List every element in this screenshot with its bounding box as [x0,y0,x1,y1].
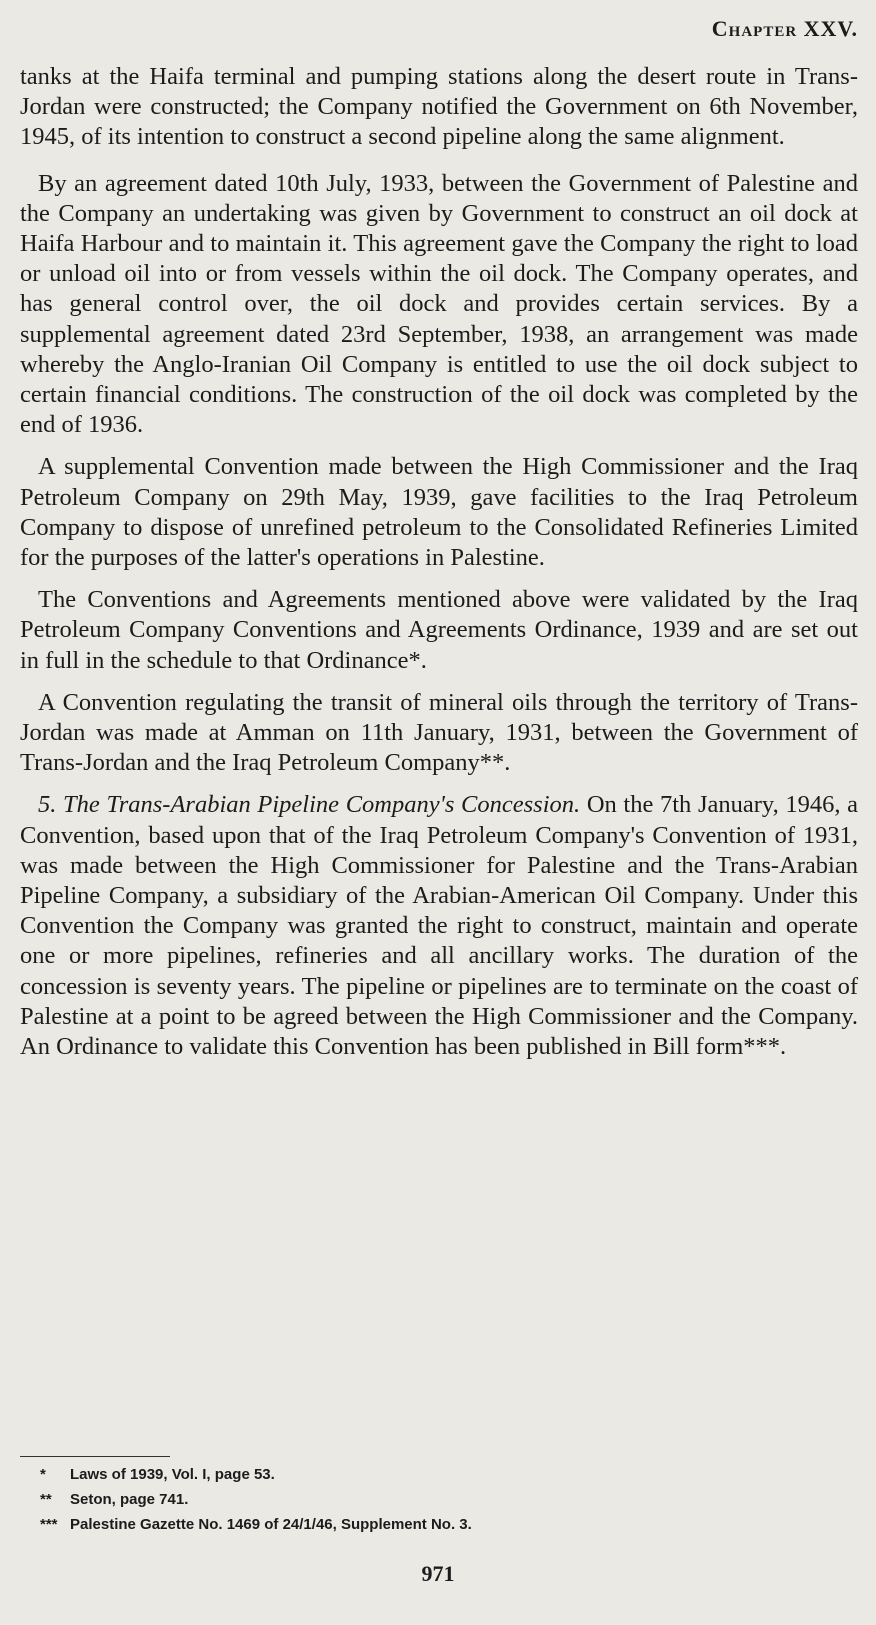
body-text [20,62,858,1074]
footnote-text: Palestine Gazette No. 1469 of 24/1/46, Supplement No. 3. [70,1516,472,1533]
footnote-mark: * [40,1466,46,1483]
paragraph-oil-dock-agreement: By an agreement dated 10th July, 1933, between the Government of Palestine and the Company an undertaking was given by Government to construct an oil dock at Haifa Harbour and to maintain it. This agreement gave the Company the right to load or unload oil into or from vessels within the oil dock. The Company operates, and has general control over, the oil dock and provides certain services. By a supplemental agreement dated 23rd September, 1938, an arrangement was made whereby the Anglo-Iranian Oil Company is entitled to use the oil dock subject to certain financial conditions. The construction of the oil dock was completed by the end of 1936. [20,169,858,439]
paragraph-conventions-validated: The Conventions and Agreements mentioned above were validated by the Iraq Petroleum Company Conventions and Agreements Ordinance, 1939 and are set out in full in the schedule to that Ordinance*. [20,586,858,674]
section-heading-trans-arabian: 5. The Trans-Arabian Pipeline Company's Concession. [38,791,581,819]
footnote [40,1512,472,1537]
footnote-text: Laws of 1939, Vol. I, page 53. [70,1466,275,1483]
footnote-text: Seton, page 741. [70,1491,189,1508]
footnotes [40,1462,472,1537]
chapter-heading: Chapter XXV. [711,16,858,41]
footnote-mark: *** [40,1516,58,1533]
footnote [40,1462,472,1487]
paragraph-trans-jordan-transit: A Convention regulating the transit of mineral oils through the territory of Trans-Jordan was made at Amman on 11th January, 1931, between the Government of Trans-Jordan and the Iraq Petroleum Company**. [20,688,858,777]
paragraph-pipeline-construction: tanks at the Haifa terminal and pumping stations along the desert route in Trans-Jordan were constructed; the Company notified the Government on 6th November, 1945, of its intention to construct a second pipeline along the same alignment. [20,63,858,151]
footnote-divider [20,1456,170,1457]
paragraph-supplemental-convention: A supplemental Convention made between the High Commissioner and the Iraq Petroleum Company on 29th May, 1939, gave facilities to the Iraq Petroleum Company to dispose of unrefined petroleum to the Consolidated Refineries Limited for the purposes of the latter's operations in Palestine. [20,453,858,572]
paragraph-trans-arabian-text: On the 7th January, 1946, a Convention, based upon that of the Iraq Petroleum Company's Convention of 1931, was made between the High Commissioner for Palestine and the Trans-Arabian Pipeline Company, a subsidiary of the Arabian-American Oil Company. Under this Convention the Company was granted the right to construct, maintain and operate one or more pipelines, refineries and all ancillary works. The duration of the concession is seventy years. The pipeline or pipelines are to terminate on the coast of Palestine at a point to be agreed between the High Commissioner and the Company. An Ordinance to validate this Convention has been published in Bill form***. [20,791,859,1061]
page-number: 971 [421,1561,455,1586]
footnote [40,1487,472,1512]
footnote-mark: ** [40,1491,52,1508]
paragraph-trans-arabian-concession [20,790,858,1062]
